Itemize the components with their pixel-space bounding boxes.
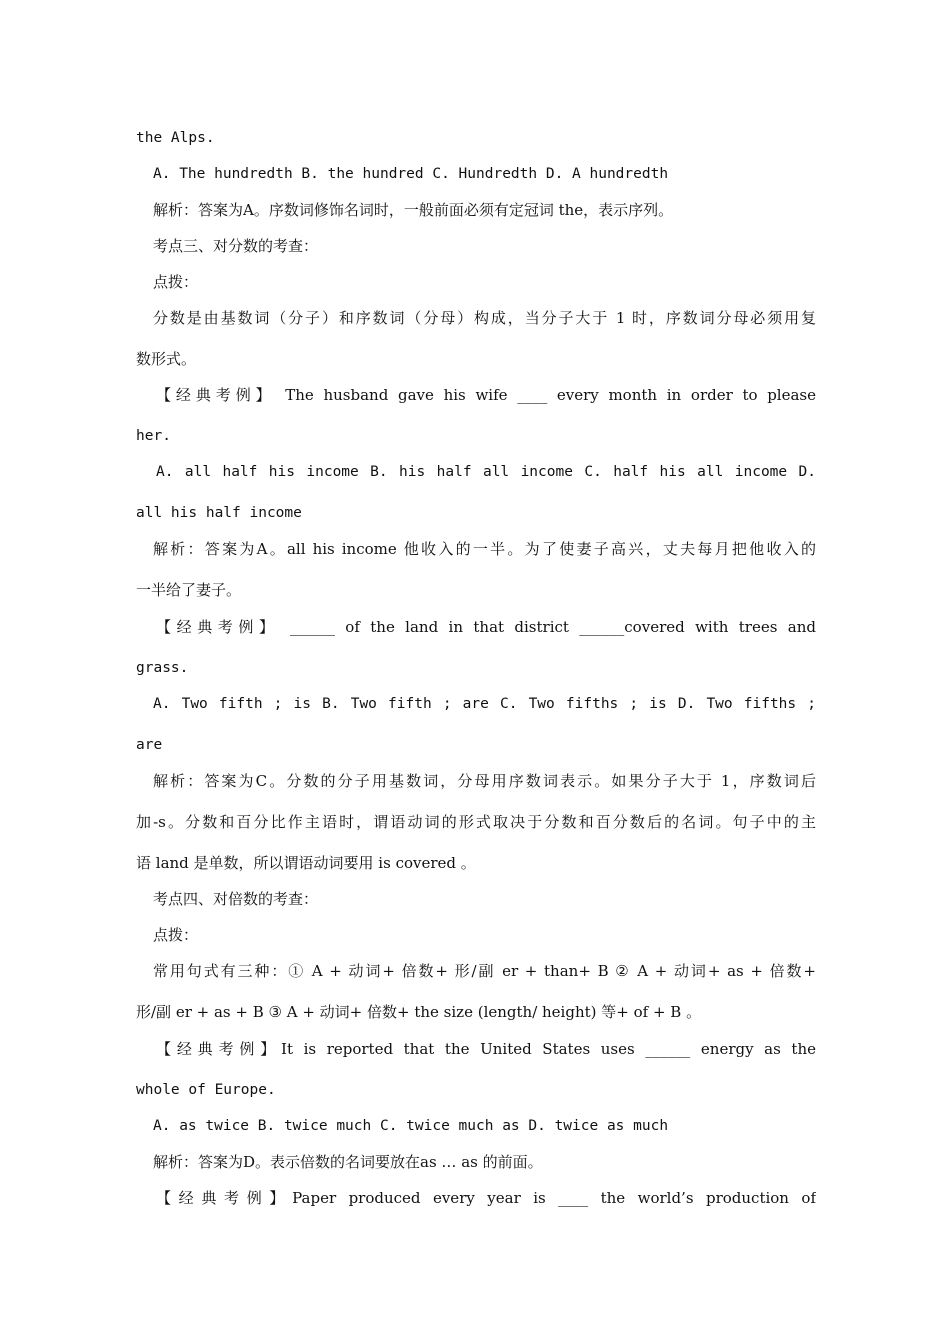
hint-text: 常用句式有三种：① A + 动词+ 倍数+ 形/副 er + than+ B ② A + 动词+ as + 倍数+ bbox=[153, 962, 816, 980]
example-question-continued: her. bbox=[136, 428, 171, 444]
section-heading: 考点四、对倍数的考查： bbox=[153, 890, 319, 908]
answer-options: A. as twice B. twice much C. twice much as D. twice as much bbox=[153, 1118, 669, 1134]
hint-label: 点拨： bbox=[153, 926, 199, 944]
answer-options-continued: all his half income bbox=[136, 505, 302, 521]
answer-options: A. Two fifth ; is B. Two fifth ; are C. Two fifths ; is D. Two fifths ; bbox=[153, 696, 816, 712]
explanation-text-continued: 加-s。分数和百分比作主语时，谓语动词的形式取决于分数和百分数后的名词。句子中的主 bbox=[136, 813, 816, 831]
explanation-text: 解析：答案为C。分数的分子用基数词，分母用序数词表示。如果分子大于 1，序数词后 bbox=[153, 772, 816, 790]
answer-options: A. The hundredth B. the hundred C. Hundredth D. A hundredth bbox=[153, 166, 669, 182]
explanation-text: 解析：答案为A。序数词修饰名词时，一般前面必须有定冠词 the，表示序列。 bbox=[153, 201, 674, 219]
example-question: 【经典考例】Paper produced every year is ____ the world’s production of bbox=[156, 1189, 816, 1207]
hint-label: 点拨： bbox=[153, 273, 199, 291]
hint-text: 分数是由基数词（分子）和序数词（分母）构成，当分子大于 1 时，序数词分母必须用复 bbox=[153, 309, 816, 327]
explanation-text: 解析：答案为D。表示倍数的名词要放在as … as 的前面。 bbox=[153, 1153, 543, 1171]
continued-question-text: the Alps. bbox=[136, 130, 215, 146]
answer-options: A. all half his income B. his half all income C. half his all income D. bbox=[156, 464, 816, 480]
explanation-text-continued: 一半给了妻子。 bbox=[136, 581, 242, 599]
answer-options-continued: are bbox=[136, 737, 163, 753]
example-question-continued: grass. bbox=[136, 660, 189, 676]
section-heading: 考点三、对分数的考查： bbox=[153, 237, 319, 255]
hint-text-continued: 数形式。 bbox=[136, 350, 197, 368]
example-question: 【经典考例】 The husband gave his wife ____ every month in order to please bbox=[156, 386, 816, 404]
example-question: 【经典考例】It is reported that the United States uses ______ energy as the bbox=[156, 1040, 816, 1058]
explanation-text-continued: 语 land 是单数，所以谓语动词要用 is covered 。 bbox=[136, 854, 476, 872]
explanation-text: 解析：答案为A。all his income 他收入的一半。为了使妻子高兴，丈夫每月把他收入的 bbox=[153, 540, 816, 558]
example-question-continued: whole of Europe. bbox=[136, 1082, 276, 1098]
hint-text-continued: 形/副 er + as + B ③ A + 动词+ 倍数+ the size (length/ height) 等+ of + B 。 bbox=[136, 1003, 702, 1021]
example-question: 【经典考例】 ______ of the land in that district ______covered with trees and bbox=[156, 618, 816, 636]
